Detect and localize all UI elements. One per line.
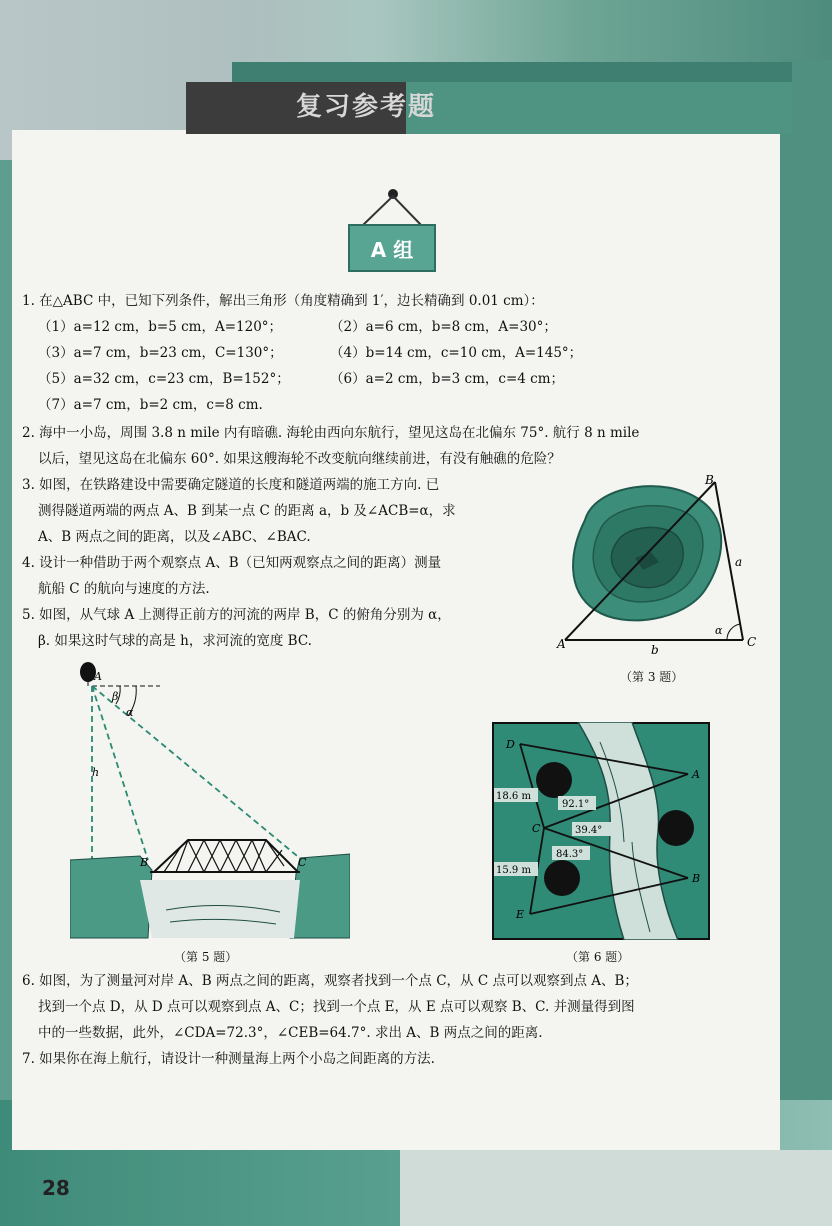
fig3-label-A: A <box>557 637 566 651</box>
page-title: 复习参考题 <box>296 92 437 122</box>
fig5-label-C: C <box>298 856 307 869</box>
page-number: 28 <box>42 1176 70 1200</box>
problem-1-intro: 1. 在△ABC 中，已知下列条件，解出三角形（角度精确到 1′，边长精确到 0.01 cm）： <box>22 293 544 309</box>
figure-6-caption: （第 6 题） <box>566 950 630 964</box>
problem-1-item-2: （2）a=6 cm，b=8 cm，A=30°； <box>330 319 557 335</box>
tree-icon-2 <box>544 860 580 896</box>
fig6-label-E: E <box>516 908 525 921</box>
fig6-label-B: B <box>692 872 701 885</box>
fig5-label-beta: β <box>112 690 119 703</box>
problem-3-line-2: 测得隧道两端的两点 A、B 到某一点 C 的距离 a，b 及∠ACB=α，求 <box>38 503 456 519</box>
fig6-angle-2: 39.4° <box>575 825 603 836</box>
problem-2-line-2: 以后，望见这岛在北偏东 60°. 如果这艘海轮不改变航向继续前进，有没有触礁的危险？ <box>38 451 561 467</box>
problem-6-line-1: 6. 如图，为了测量河对岸 A、B 两点之间的距离，观察者找到一个点 C，从 C 点可以观察到点 A、B； <box>22 973 638 989</box>
figure-3-caption: （第 3 题） <box>620 670 684 684</box>
fig3-label-alpha: α <box>715 624 723 637</box>
fig6-label-D: D <box>506 738 515 751</box>
fig3-label-C: C <box>747 635 757 649</box>
figure-6-river-survey <box>492 722 710 940</box>
fig3-label-a: a <box>735 555 743 569</box>
tree-icon-3 <box>658 810 694 846</box>
problem-3-line-1: 3. 如图，在铁路建设中需要确定隧道的长度和隧道两端的施工方向. 已 <box>22 477 440 493</box>
problem-5-line-2: β. 如果这时气球的高是 h，求河流的宽度 BC. <box>38 633 312 649</box>
fig5-label-B: B <box>140 856 149 869</box>
problem-3-line-3: A、B 两点之间的距离，以及∠ABC、∠BAC. <box>38 529 311 545</box>
fig6-label-C: C <box>532 822 541 835</box>
sightline-B <box>92 686 148 860</box>
problem-1-item-6: （6）a=2 cm，b=3 cm，c=4 cm； <box>330 371 565 387</box>
sightline-C <box>92 686 302 860</box>
problem-1-item-7: （7）a=7 cm，b=2 cm，c=8 cm. <box>38 397 263 413</box>
problem-1-item-5: （5）a=32 cm，c=23 cm，B=152°； <box>38 371 290 387</box>
problem-2-line-1: 2. 海中一小岛，周围 3.8 n mile 内有暗礁. 海轮由西向东航行，望见这岛在北偏东 75°. 航行 8 n mile <box>22 425 640 441</box>
problem-1-item-3: （3）a=7 cm，b=23 cm，C=130°； <box>38 345 283 361</box>
problem-4-line-1: 4. 设计一种借助于两个观察点 A、B（已知两观察点之间的距离）测量 <box>22 555 442 571</box>
problem-5-line-1: 5. 如图，从气球 A 上测得正前方的河流的两岸 B，C 的俯角分别为 α， <box>22 607 451 623</box>
hanging-sign-cord <box>356 188 426 228</box>
fig6-angle-3: 84.3° <box>556 849 584 860</box>
fig5-label-A: A <box>94 670 102 683</box>
fig6-angle-1: 92.1° <box>562 799 590 810</box>
fig5-label-alpha: α <box>126 706 134 719</box>
background-right <box>780 60 832 1160</box>
fig6-length-dc: 18.6 m <box>496 791 531 802</box>
river <box>140 880 300 938</box>
fig6-length-ce: 15.9 m <box>496 865 531 876</box>
problem-7: 7. 如果你在海上航行，请设计一种测量海上两个小岛之间距离的方法. <box>22 1051 435 1067</box>
angle-alpha-arc <box>727 624 740 640</box>
fig6-label-A: A <box>692 768 700 781</box>
header-accent <box>406 82 792 134</box>
figure-5-caption: （第 5 题） <box>174 950 238 964</box>
group-label: A 组 <box>348 224 436 272</box>
problem-6-line-2: 找到一个点 D，从 D 点可以观察到点 A、C；找到一个点 E，从 E 点可以观察 B、C. 并测量得到图 <box>38 999 635 1015</box>
background-bottom-light <box>400 1150 832 1226</box>
problem-4-line-2: 航船 C 的航向与速度的方法. <box>38 581 210 597</box>
figure-5-balloon-bridge <box>70 660 350 945</box>
fig3-label-B: B <box>705 473 714 487</box>
problem-6-line-3: 中的一些数据，此外，∠CDA=72.3°，∠CEB=64.7°. 求出 A、B 两点之间的距离. <box>38 1025 543 1041</box>
tree-icon-1 <box>536 762 572 798</box>
fig5-label-h: h <box>92 766 100 779</box>
figure-3-tunnel-diagram <box>555 470 770 660</box>
problem-1-item-1: （1）a=12 cm，b=5 cm，A=120°； <box>38 319 283 335</box>
problem-1-item-4: （4）b=14 cm，c=10 cm，A=145°； <box>330 345 583 361</box>
fig3-label-b: b <box>651 643 659 657</box>
